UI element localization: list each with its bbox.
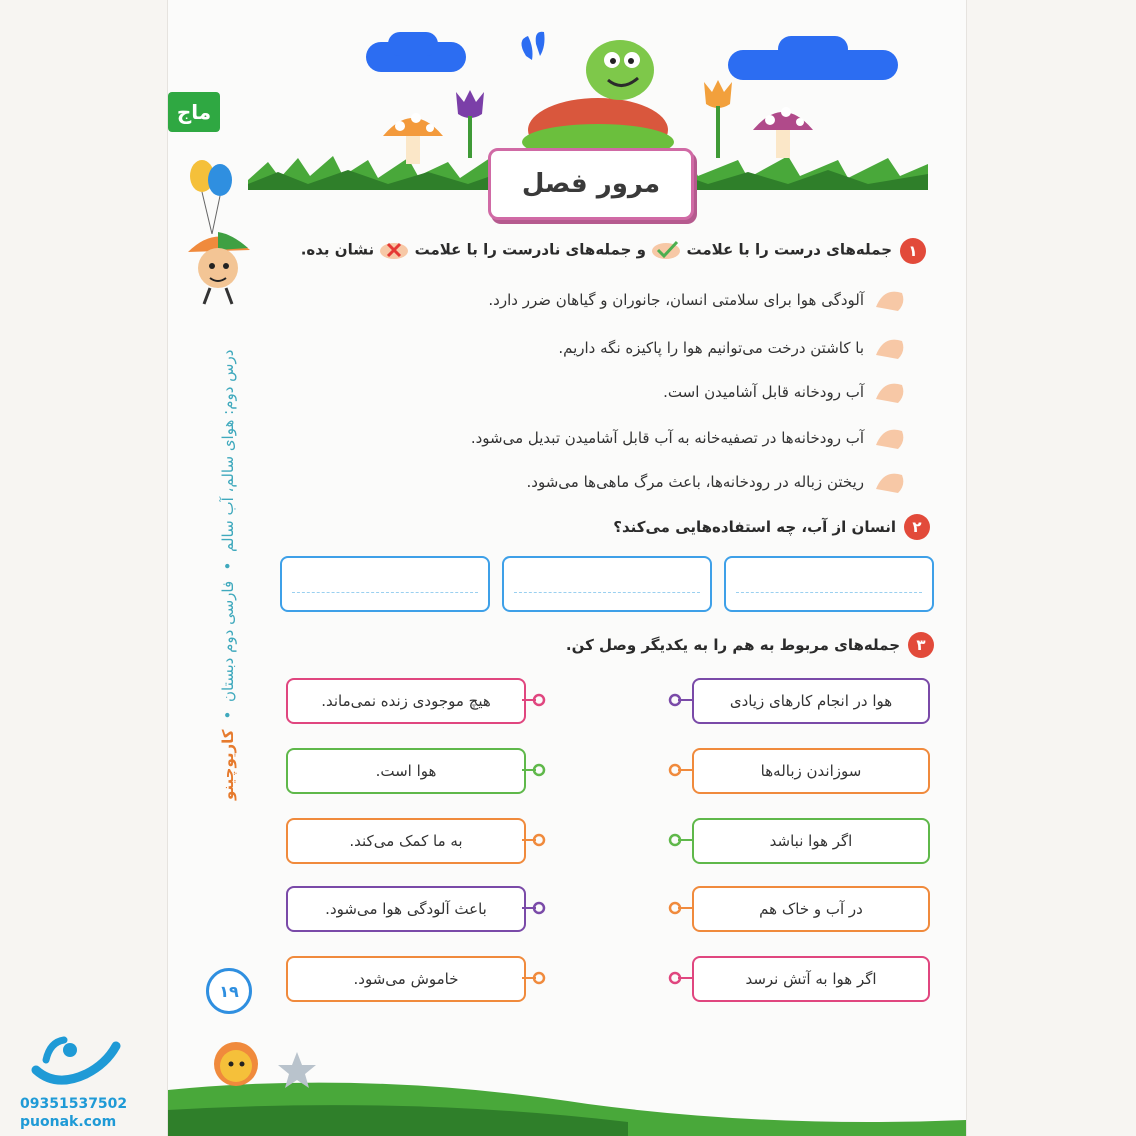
tulip-orange-icon <box>700 78 736 158</box>
puonak-logo-icon <box>26 1030 126 1092</box>
answer-box-3[interactable] <box>280 556 490 612</box>
statement-text: با کاشتن درخت می‌توانیم هوا را پاکیزه نگه داریم. <box>558 339 864 357</box>
answer-line <box>292 592 478 593</box>
connector-right-icon[interactable] <box>668 762 692 778</box>
statement-row <box>527 464 906 500</box>
cloud-right-top <box>778 36 848 62</box>
connector-left-icon[interactable] <box>522 900 546 916</box>
connector-right-icon[interactable] <box>668 900 692 916</box>
question-3-number: ۳ <box>908 632 934 658</box>
series-logo: ماج <box>168 92 220 132</box>
connector-right-icon[interactable] <box>668 832 692 848</box>
page-title: مرور فصل <box>488 148 694 220</box>
mushroom-right-icon <box>748 98 818 158</box>
question-1-prompt <box>301 240 892 260</box>
connector-left-icon[interactable] <box>522 832 546 848</box>
statement-row <box>488 282 906 318</box>
side-subject: فارسی دوم دبستان <box>219 580 237 702</box>
watermark-phone: 09351537502 <box>20 1096 128 1112</box>
cloud-left-top <box>388 32 438 56</box>
side-caption <box>216 320 240 800</box>
connector-left-icon[interactable] <box>522 970 546 986</box>
page-number: ۱۹ <box>206 968 252 1014</box>
match-right-box[interactable]: اگر هوا به آتش نرسد <box>692 956 930 1002</box>
connector-left-icon[interactable] <box>522 692 546 708</box>
statement-text: آب رودخانه‌ها در تصفیه‌خانه به آب قابل آشامیدن تبدیل می‌شود. <box>470 429 864 447</box>
star-icon <box>276 1050 318 1090</box>
check-mark-icon <box>651 240 681 260</box>
question-1-number: ۱ <box>900 238 926 264</box>
statement-text: ریختن زباله در رودخانه‌ها، باعث مرگ ماهی‌ها می‌شود. <box>526 473 864 491</box>
statement-text: آلودگی هوا برای سلامتی انسان، جانوران و گیاهان ضرر دارد. <box>488 291 864 309</box>
side-lesson: درس دوم: هوای سالم، آب سالم <box>219 350 237 553</box>
match-left-box[interactable]: خاموش می‌شود. <box>286 956 526 1002</box>
tulip-purple-icon <box>452 88 488 158</box>
match-left-box[interactable]: به ما کمک می‌کند. <box>286 818 526 864</box>
connector-right-icon[interactable] <box>668 970 692 986</box>
mushroom-left-icon <box>378 104 448 164</box>
watermark-site: puonak.com <box>20 1114 117 1130</box>
balloons-icon <box>182 154 242 234</box>
connector-right-icon[interactable] <box>668 692 692 708</box>
match-right-box[interactable]: هوا در انجام کارهای زیادی <box>692 678 930 724</box>
turtle-mascot-icon <box>508 30 688 160</box>
match-right-box[interactable]: سوزاندن زباله‌ها <box>692 748 930 794</box>
answer-bubble-5[interactable] <box>874 469 906 495</box>
answer-line <box>736 592 922 593</box>
child-character-icon <box>182 226 254 306</box>
statement-row <box>471 420 906 456</box>
side-brand: کاریوچینو <box>219 729 237 800</box>
statement-text: آب رودخانه قابل آشامیدن است. <box>663 383 864 401</box>
question-1-part1: جمله‌های درست را با علامت <box>686 240 892 259</box>
connector-left-icon[interactable] <box>522 762 546 778</box>
statement-row <box>558 330 906 366</box>
match-right-box[interactable]: اگر هوا نباشد <box>692 818 930 864</box>
match-left-box[interactable]: باعث آلودگی هوا می‌شود. <box>286 886 526 932</box>
answer-box-1[interactable] <box>724 556 934 612</box>
match-left-box[interactable]: هوا است. <box>286 748 526 794</box>
question-1-part3: نشان بده. <box>300 240 375 259</box>
answer-bubble-3[interactable] <box>874 379 906 405</box>
bee-character-icon <box>206 1034 266 1090</box>
answer-bubble-2[interactable] <box>874 335 906 361</box>
answer-bubble-4[interactable] <box>874 425 906 451</box>
workbook-page <box>168 0 966 1136</box>
answer-bubble-1[interactable] <box>874 287 906 313</box>
question-2-prompt: انسان از آب، چه استفاده‌هایی می‌کند؟ <box>613 518 896 536</box>
question-1-part2: و جمله‌های نادرست را با علامت <box>414 240 646 259</box>
match-right-box[interactable]: در آب و خاک هم <box>692 886 930 932</box>
match-left-box[interactable]: هیچ موجودی زنده نمی‌ماند. <box>286 678 526 724</box>
cross-mark-icon <box>379 240 409 260</box>
answer-box-2[interactable] <box>502 556 712 612</box>
answer-line <box>514 592 700 593</box>
side-separator: • <box>219 701 237 730</box>
side-separator-2: • <box>219 552 237 581</box>
question-3-prompt: جمله‌های مربوط به هم را به یکدیگر وصل کن. <box>565 636 900 654</box>
statement-row <box>663 374 906 410</box>
question-2-number: ۲ <box>904 514 930 540</box>
